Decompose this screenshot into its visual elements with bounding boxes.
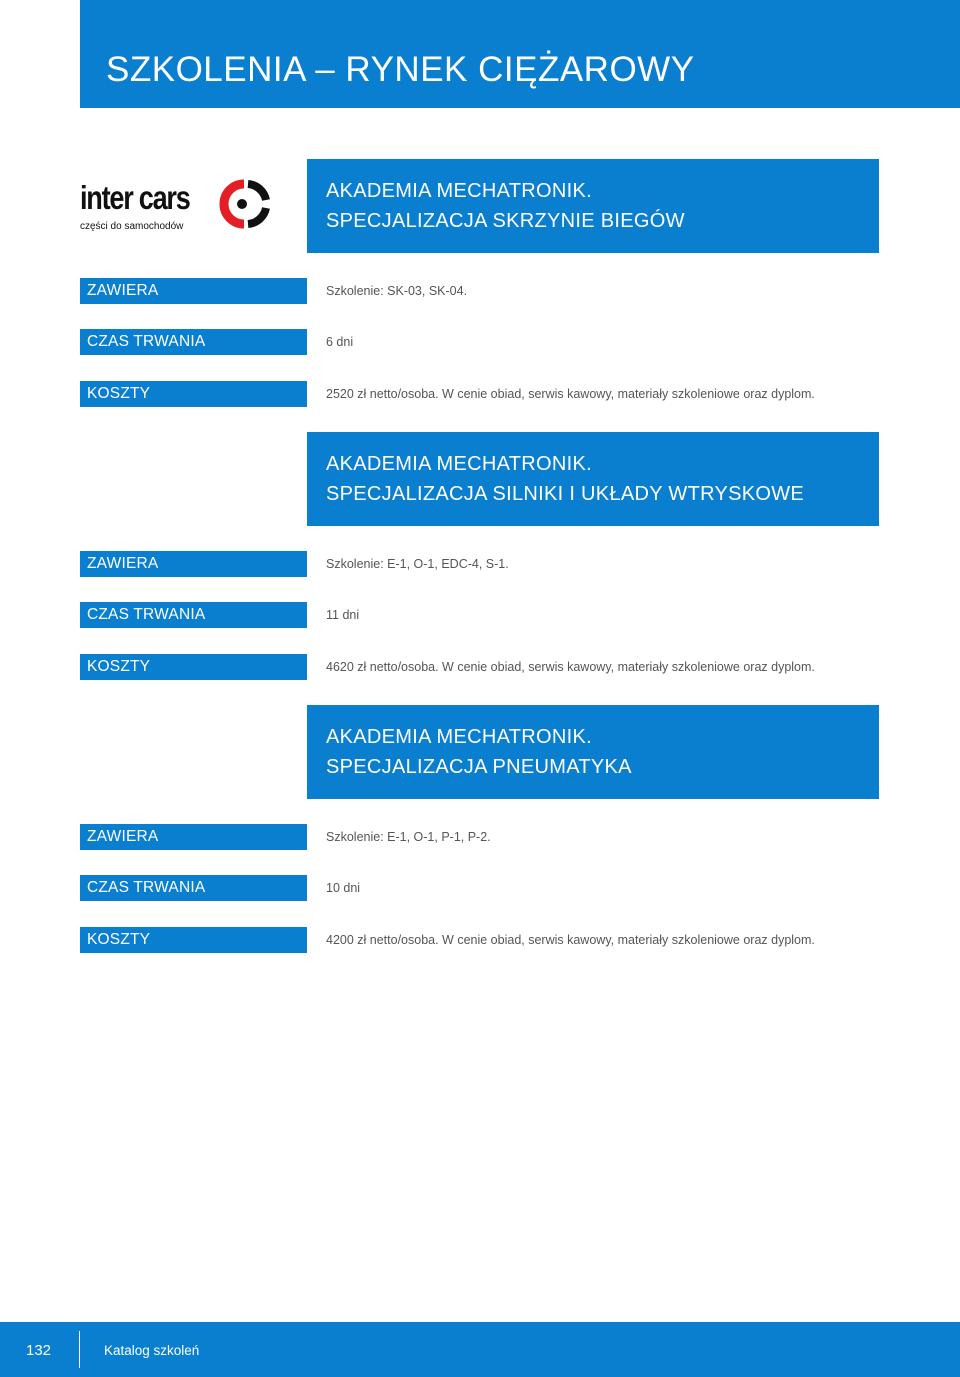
label-czas-trwania [80,329,307,355]
section-title-line2: SPECJALIZACJA SKRZYNIE BIEGÓW [326,210,685,232]
label-zawiera [80,824,307,850]
value-koszty: 2520 zł netto/osoba. W cenie obiad, serwis kawowy, materiały szkoleniowe oraz dyplom. [326,387,815,401]
label-czas-trwania [80,875,307,901]
logo-wordmark: inter cars [80,179,190,216]
label-text: KOSZTY [87,658,151,675]
footer-label: Katalog szkoleń [104,1343,200,1358]
label-text: KOSZTY [87,931,151,948]
page-header [80,0,960,108]
value-czas-trwania: 10 dni [326,881,361,895]
label-koszty [80,654,307,680]
value-zawiera: Szkolenie: E-1, O-1, P-1, P-2. [326,830,491,844]
value-czas-trwania: 6 dni [326,335,354,349]
value-czas-trwania: 11 dni [326,608,360,622]
value-koszty: 4200 zł netto/osoba. W cenie obiad, serwis kawowy, materiały szkoleniowe oraz dyplom. [326,933,815,947]
label-czas-trwania [80,602,307,628]
label-koszty [80,381,307,407]
label-text: ZAWIERA [87,828,159,845]
section-title-line1: AKADEMIA MECHATRONIK. [326,453,592,475]
inter-cars-logo-mark-icon [218,178,270,230]
section-title-line1: AKADEMIA MECHATRONIK. [326,726,592,748]
page-number: 132 [26,1342,52,1359]
label-text: CZAS TRWANIA [87,606,206,623]
label-text: ZAWIERA [87,555,159,572]
section-title-box [307,159,879,253]
label-text: ZAWIERA [87,282,159,299]
section-title-line2: SPECJALIZACJA PNEUMATYKA [326,756,632,778]
label-zawiera [80,551,307,577]
label-zawiera [80,278,307,304]
logo-tagline: części do samochodów [80,221,184,232]
page-footer [0,1322,960,1377]
inter-cars-logo [80,178,270,234]
section-title-box [307,705,879,799]
footer-divider [79,1331,80,1368]
label-text: CZAS TRWANIA [87,879,206,896]
section-title-line1: AKADEMIA MECHATRONIK. [326,180,592,202]
label-text: KOSZTY [87,385,151,402]
value-zawiera: Szkolenie: E-1, O-1, EDC-4, S-1. [326,557,509,571]
label-text: CZAS TRWANIA [87,333,206,350]
label-koszty [80,927,307,953]
page-title: SZKOLENIA – RYNEK CIĘŻAROWY [106,50,695,89]
section-title-box [307,432,879,526]
section-title-line2: SPECJALIZACJA SILNIKI I UKŁADY WTRYSKOWE [326,483,805,505]
value-zawiera: Szkolenie: SK-03, SK-04. [326,284,468,298]
value-koszty: 4620 zł netto/osoba. W cenie obiad, serwis kawowy, materiały szkoleniowe oraz dyplom. [326,660,815,674]
